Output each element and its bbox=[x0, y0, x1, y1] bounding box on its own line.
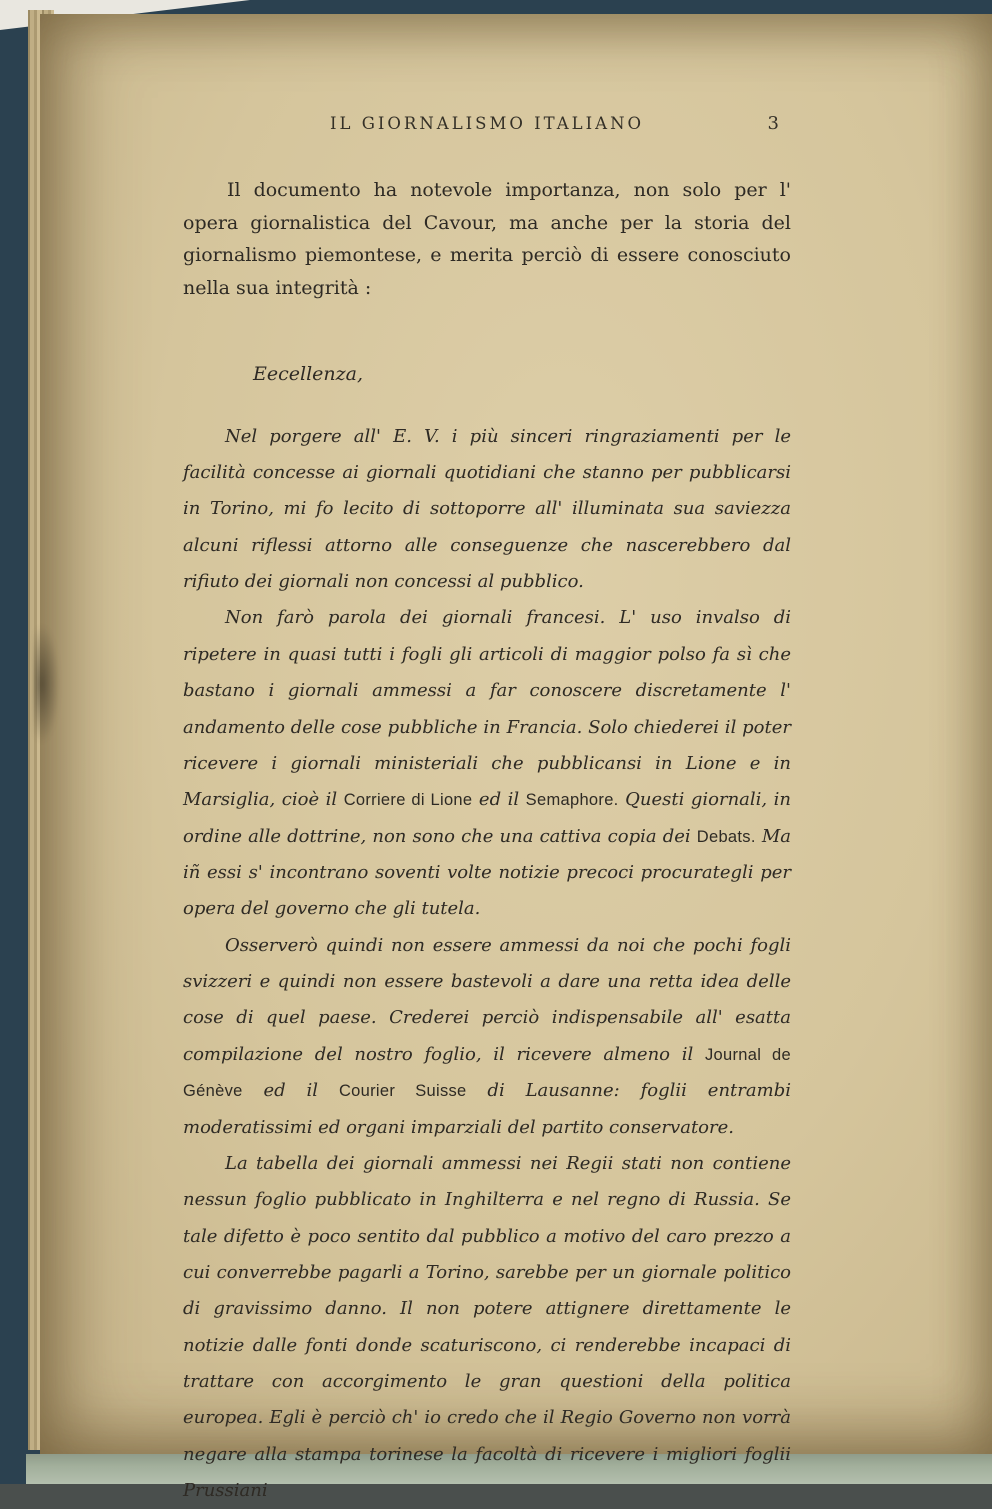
journal-name: Semaphore. bbox=[525, 791, 619, 810]
letter-text-segment: Nel porgere all' E. V. i più sinceri ringraziamenti per le facilità concesse ai giornali quotidiani che stanno per pubblicarsi in Torino, mi fo lecito di sottoporre all' illuminata sua saviezza alcuni riflessi attorno alle conseguenze che nascerebbero dal rifiuto dei giornali non concessi al pubblico. bbox=[183, 425, 791, 593]
letter-text-segment: Ma iñ essi s' incontrano soventi volte notizie precoci procurategli per opera del governo che gli tutela. bbox=[183, 825, 791, 920]
page-header bbox=[183, 114, 791, 138]
letter-paragraph-3 bbox=[183, 928, 791, 1146]
journal-name: Courier Suisse bbox=[338, 1082, 467, 1101]
letter-text-segment: ed il bbox=[472, 789, 526, 811]
letter-text-segment: ed il bbox=[242, 1080, 339, 1102]
letter-text-segment: Questi giornali, in ordine alle dottrine, non sono che una cattiva copia dei bbox=[183, 789, 792, 847]
page-number: 3 bbox=[767, 113, 779, 134]
letter-paragraph-4 bbox=[183, 1146, 791, 1509]
letter-salutation: Eecellenza, bbox=[253, 362, 364, 385]
page-content bbox=[40, 14, 992, 1509]
journal-name: Journal de Génève bbox=[183, 1045, 791, 1101]
letter-text-segment: La tabella dei giornali ammessi nei Regii stati non contiene nessun foglio pubblicato in Inghilterra e nel regno di Russia. Se tale difetto è poco sentito dal pubblico a motivo del caro prezzo a cui converrebbe pagarli a Torino, sarebbe per un giornale politico di gravissimo danno. Il non potere attignere direttamente le notizie dalle fonti donde scaturiscono, ci renderebbe incapaci di trattare con accorgimento le gran questioni della politica europea. Egli è perciò ch' io credo che il Regio Governo non vorrà negare alla stampa torinese la facoltà di ricevere i migliori foglii Prussiani bbox=[183, 1152, 791, 1502]
letter-paragraph-1 bbox=[183, 419, 791, 601]
running-title: IL GIORNALISMO ITALIANO bbox=[329, 114, 645, 133]
letter-text-segment: di Lausanne: foglii entrambi moderatissimi ed organi imparziali del partito conservatore. bbox=[183, 1080, 791, 1138]
letter-text-segment: Osserverò quindi non essere ammessi da noi che pochi fogli svizzeri e quindi non essere bastevoli a dare una retta idea delle cose di quel paese. Crederei perciò indispensabile all' esatta compilazione del nostro foglio, il ricevere almeno il bbox=[183, 934, 791, 1065]
journal-name: Corriere di Lione bbox=[343, 791, 473, 810]
intro-paragraph: Il documento ha notevole importanza, non solo per l' opera giornalistica del Cavour, ma anche per la storia del giornalismo piemontese, e merita perciò di essere conosciuto nella sua integrità : bbox=[183, 179, 791, 300]
book-page bbox=[40, 14, 992, 1502]
journal-name: Debats. bbox=[696, 827, 756, 846]
letter-paragraph-2 bbox=[183, 600, 791, 927]
letter-text-segment: Non farò parola dei giornali francesi. L' uso invalso di ripetere in quasi tutti i fogli gli articoli di maggior polso fa sì che bastano i giornali ammessi a far conoscere discretamente l' andamento delle cose pubbliche in Francia. Solo chiederei il poter ricevere i giornali ministeriali che pubblicansi in Lione e in Marsiglia, cioè il bbox=[183, 607, 791, 811]
